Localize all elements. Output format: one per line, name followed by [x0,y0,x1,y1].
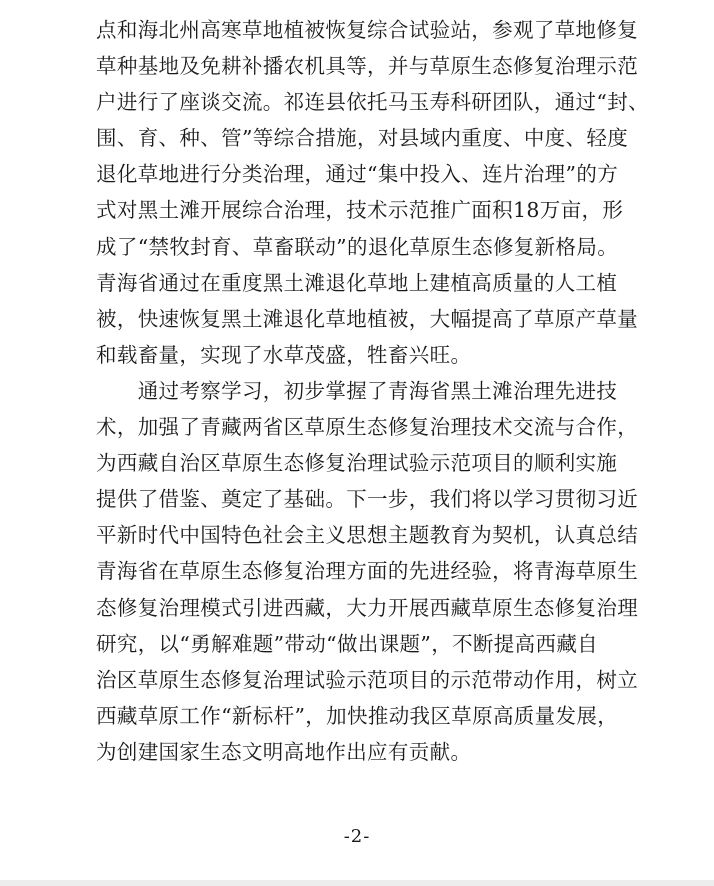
text-line: 为西藏自治区草原生态修复治理试验示范项目的顺利实施 [96,451,618,476]
text-line: 通过考察学习，初步掌握了青海省黑土滩治理先进技 [96,378,618,403]
text-line: 青海省通过在重度黑土滩退化草地上建植高质量的人工植 [96,270,618,295]
text-line: 退化草地进行分类治理，通过“集中投入、连片治理”的方 [96,162,619,187]
text-line: 态修复治理模式引进西藏，大力开展西藏草原生态修复治理 [96,595,639,620]
text-line: 术，加强了青藏两省区草原生态修复治理技术交流与合作， [96,415,639,440]
text-line: 为创建国家生态文明高地作出应有贡献。 [96,739,472,764]
text-line: 被，快速恢复黑土滩退化草地植被，大幅提高了草原产草量 [96,306,639,331]
body-text [96,12,649,770]
text-line: 草种基地及免耕补播农机具等，并与草原生态修复治理示范 [96,54,639,79]
page-number: -2- [343,826,371,847]
text-line: 研究，以“勇解难题”带动“做出课题”，不断提高西藏自 [96,631,599,656]
text-line: 平新时代中国特色社会主义思想主题教育为契机，认真总结 [96,523,639,548]
text-line: 户进行了座谈交流。祁连县依托马玉寿科研团队，通过“封、 [96,90,649,115]
text-line: 式对黑土滩开展综合治理，技术示范推广面积18万亩，形 [96,198,624,223]
text-line: 青海省在草原生态修复治理方面的先进经验，将青海草原生 [96,559,639,584]
text-line: 提供了借鉴、奠定了基础。下一步，我们将以学习贯彻习近 [96,487,639,512]
text-line: 西藏草原工作“新标杆”，加快推动我区草原高质量发展， [96,703,619,728]
text-line: 点和海北州高寒草地植被恢复综合试验站，参观了草地修复 [96,18,639,42]
text-line: 成了“禁牧封育、草畜联动”的退化草原生态修复新格局。 [96,234,619,259]
text-line: 和载畜量，实现了水草茂盛，牲畜兴旺。 [96,342,472,367]
page-bottom-edge [0,880,714,886]
text-line: 治区草原生态修复治理试验示范项目的示范带动作用，树立 [96,667,639,692]
text-line: 围、育、种、管”等综合措施，对县域内重度、中度、轻度 [96,126,629,151]
